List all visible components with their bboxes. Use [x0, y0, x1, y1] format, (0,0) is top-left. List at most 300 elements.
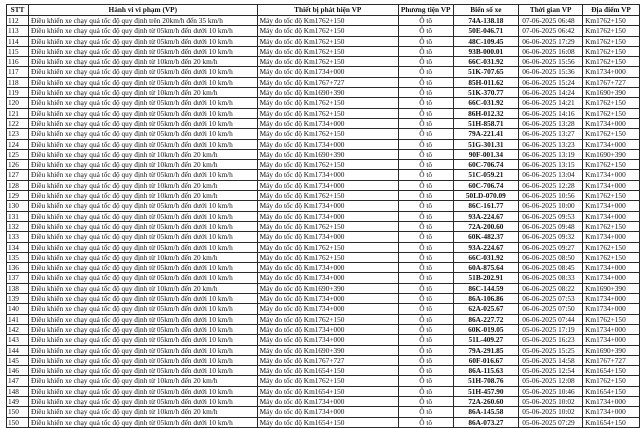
- header-location: Địa điểm VP: [583, 5, 640, 16]
- cell-stt: 138: [7, 283, 29, 293]
- cell-violation: Điều khiển xe chạy quá tốc độ quy định từ 10km/h đến 20 km/h: [28, 149, 257, 159]
- cell-location: Km1734+000: [583, 304, 640, 314]
- cell-location: Km1690+390: [583, 345, 640, 355]
- cell-location: Km1654+150: [583, 366, 640, 376]
- cell-violation: Điều khiển xe chạy quá tốc độ quy định từ 05km/h đến dưới 10 km/h: [28, 129, 257, 139]
- cell-stt: 120: [7, 98, 29, 108]
- cell-time: 05-06-2025 07:29: [519, 417, 583, 427]
- cell-location: Km1767+727: [583, 77, 640, 87]
- cell-plate: 86C-144.59: [453, 283, 519, 293]
- cell-time: 07-06-2025 06:48: [519, 16, 583, 26]
- table-row: [7, 355, 640, 365]
- cell-stt: 126: [7, 160, 29, 170]
- cell-violation: Điều khiển xe chạy quá tốc độ quy định từ 05km/h đến dưới 10 km/h: [28, 77, 257, 87]
- cell-stt: 112: [7, 16, 29, 26]
- cell-device: Máy đo tốc độ Km1762+150: [257, 16, 398, 26]
- cell-vehicle-type: Ô tô: [398, 98, 453, 108]
- table-row: [7, 139, 640, 149]
- cell-device: Máy đo tốc độ Km1762+150: [257, 160, 398, 170]
- cell-location: Km1762+150: [583, 46, 640, 56]
- table-row: [7, 16, 640, 26]
- cell-vehicle-type: Ô tô: [398, 283, 453, 293]
- cell-violation: Điều khiển xe chạy quá tốc độ quy định từ 05km/h đến dưới 10 km/h: [28, 118, 257, 128]
- cell-time: 06-06-2025 08:45: [519, 263, 583, 273]
- cell-device: Máy đo tốc độ Km1654+150: [257, 386, 398, 396]
- cell-time: 06-06-2025 07:44: [519, 314, 583, 324]
- cell-vehicle-type: Ô tô: [398, 67, 453, 77]
- cell-vehicle-type: Ô tô: [398, 242, 453, 252]
- cell-vehicle-type: Ô tô: [398, 118, 453, 128]
- cell-device: Máy đo tốc độ Km1762+150: [257, 129, 398, 139]
- cell-stt: 143: [7, 335, 29, 345]
- cell-device: Máy đo tốc độ Km1734+000: [257, 139, 398, 149]
- cell-time: 06-06-2025 09:32: [519, 232, 583, 242]
- cell-device: Máy đo tốc độ Km1734+000: [257, 170, 398, 180]
- cell-plate: 51B-202.91: [453, 273, 519, 283]
- cell-vehicle-type: Ô tô: [398, 417, 453, 427]
- cell-violation: Điều khiển xe chạy quá tốc độ quy định từ 05km/h đến dưới 10 km/h: [28, 324, 257, 334]
- cell-location: Km1734+000: [583, 211, 640, 221]
- cell-plate: 93A-224.67: [453, 211, 519, 221]
- cell-plate: 66C-031.92: [453, 98, 519, 108]
- cell-stt: 116: [7, 57, 29, 67]
- table-row: [7, 232, 640, 242]
- cell-time: 06-06-2025 09:53: [519, 211, 583, 221]
- cell-device: Máy đo tốc độ Km1734+000: [257, 263, 398, 273]
- table-row: [7, 26, 640, 36]
- cell-stt: 147: [7, 376, 29, 386]
- cell-location: Km1762+150: [583, 98, 640, 108]
- cell-time: 06-06-2025 15:24: [519, 77, 583, 87]
- table-row: [7, 345, 640, 355]
- cell-stt: 141: [7, 314, 29, 324]
- cell-stt: 145: [7, 355, 29, 365]
- cell-location: Km1734+000: [583, 67, 640, 77]
- cell-vehicle-type: Ô tô: [398, 252, 453, 262]
- cell-time: 06-06-2025 09:48: [519, 221, 583, 231]
- cell-violation: Điều khiển xe chạy quá tốc độ quy định từ 05km/h đến dưới 10 km/h: [28, 396, 257, 406]
- cell-vehicle-type: Ô tô: [398, 304, 453, 314]
- cell-device: Máy đo tốc độ Km1734+000: [257, 407, 398, 417]
- cell-vehicle-type: Ô tô: [398, 273, 453, 283]
- cell-stt: 119: [7, 88, 29, 98]
- cell-device: Máy đo tốc độ Km1734+000: [257, 335, 398, 345]
- cell-stt: 130: [7, 201, 29, 211]
- cell-violation: Điều khiển xe chạy quá tốc độ quy định từ 05km/h đến dưới 10 km/h: [28, 242, 257, 252]
- cell-vehicle-type: Ô tô: [398, 211, 453, 221]
- table-row: [7, 46, 640, 56]
- cell-vehicle-type: Ô tô: [398, 139, 453, 149]
- cell-violation: Điều khiển xe chạy quá tốc độ quy định từ 10km/h đến 20 km/h: [28, 191, 257, 201]
- table-row: [7, 273, 640, 283]
- cell-violation: Điều khiển xe chạy quá tốc độ quy định từ 10km/h đến 20 km/h: [28, 160, 257, 170]
- cell-location: Km1762+150: [583, 191, 640, 201]
- header-device: Thiết bị phát hiện VP: [257, 5, 398, 16]
- cell-plate: 51G-301.31: [453, 139, 519, 149]
- cell-time: 05-06-2025 10:46: [519, 386, 583, 396]
- cell-vehicle-type: Ô tô: [398, 16, 453, 26]
- table-row: [7, 314, 640, 324]
- table-row: [7, 180, 640, 190]
- cell-violation: Điều khiển xe chạy quá tốc độ quy định từ 05km/h đến dưới 10 km/h: [28, 273, 257, 283]
- cell-time: 05-06-2025 16:23: [519, 335, 583, 345]
- cell-stt: 127: [7, 170, 29, 180]
- cell-location: Km1734+000: [583, 396, 640, 406]
- cell-plate: 60A-875.64: [453, 263, 519, 273]
- cell-location: Km1734+000: [583, 263, 640, 273]
- cell-location: Km1734+000: [583, 407, 640, 417]
- cell-time: 06-06-2025 13:19: [519, 149, 583, 159]
- table-row: [7, 242, 640, 252]
- cell-vehicle-type: Ô tô: [398, 396, 453, 406]
- cell-stt: 115: [7, 46, 29, 56]
- cell-violation: Điều khiển xe chạy quá tốc độ quy định từ 05km/h đến dưới 10 km/h: [28, 170, 257, 180]
- cell-time: 06-06-2025 17:29: [519, 36, 583, 46]
- cell-stt: 142: [7, 324, 29, 334]
- cell-plate: 60K-482.37: [453, 232, 519, 242]
- table-row: [7, 201, 640, 211]
- cell-time: 06-06-2025 15:56: [519, 57, 583, 67]
- cell-device: Máy đo tốc độ Km1767+727: [257, 355, 398, 365]
- cell-location: Km1734+000: [583, 180, 640, 190]
- cell-vehicle-type: Ô tô: [398, 324, 453, 334]
- cell-plate: 66C-031.92: [453, 57, 519, 67]
- cell-violation: Điều khiển xe chạy quá tốc độ quy định từ 05km/h đến dưới 10 km/h: [28, 314, 257, 324]
- table-row: [7, 366, 640, 376]
- table-row: [7, 57, 640, 67]
- cell-device: Máy đo tốc độ Km1767+727: [257, 77, 398, 87]
- cell-vehicle-type: Ô tô: [398, 263, 453, 273]
- cell-violation: Điều khiển xe chạy quá tốc độ quy định từ 05km/h đến dưới 10 km/h: [28, 263, 257, 273]
- cell-device: Máy đo tốc độ Km1762+150: [257, 314, 398, 324]
- cell-violation: Điều khiển xe chạy quá tốc độ quy định từ 05km/h đến dưới 10 km/h: [28, 201, 257, 211]
- table-row: [7, 88, 640, 98]
- cell-device: Máy đo tốc độ Km1762+150: [257, 36, 398, 46]
- cell-plate: 85H-011.62: [453, 77, 519, 87]
- cell-stt: 144: [7, 345, 29, 355]
- cell-device: Máy đo tốc độ Km1734+000: [257, 396, 398, 406]
- cell-plate: 72A-200.60: [453, 221, 519, 231]
- cell-stt: 129: [7, 191, 29, 201]
- cell-plate: 62A-025.67: [453, 304, 519, 314]
- cell-time: 07-06-2025 06:42: [519, 26, 583, 36]
- cell-device: Máy đo tốc độ Km1762+150: [257, 57, 398, 67]
- table-row: [7, 376, 640, 386]
- cell-plate: 86A-145.58: [453, 407, 519, 417]
- cell-plate: 60C-706.74: [453, 160, 519, 170]
- cell-vehicle-type: Ô tô: [398, 221, 453, 231]
- cell-stt: 139: [7, 294, 29, 304]
- cell-stt: 146: [7, 366, 29, 376]
- table-row: [7, 335, 640, 345]
- cell-device: Máy đo tốc độ Km1762+150: [257, 242, 398, 252]
- cell-time: 06-06-2025 08:33: [519, 273, 583, 283]
- cell-vehicle-type: Ô tô: [398, 314, 453, 324]
- cell-vehicle-type: Ô tô: [398, 407, 453, 417]
- cell-violation: Điều khiển xe chạy quá tốc độ quy định từ 05km/h đến dưới 10 km/h: [28, 67, 257, 77]
- cell-plate: 86H-012.32: [453, 108, 519, 118]
- table-row: [7, 386, 640, 396]
- cell-vehicle-type: Ô tô: [398, 335, 453, 345]
- cell-location: Km1762+150: [583, 16, 640, 26]
- table-row: [7, 417, 640, 427]
- cell-stt: 128: [7, 180, 29, 190]
- cell-device: Máy đo tốc độ Km1762+150: [257, 26, 398, 36]
- cell-location: Km1734+000: [583, 273, 640, 283]
- cell-stt: 135: [7, 252, 29, 262]
- cell-time: 05-06-2025 10:02: [519, 396, 583, 406]
- cell-device: Máy đo tốc độ Km1654+150: [257, 366, 398, 376]
- cell-violation: Điều khiển xe chạy quá tốc độ quy định từ 10km/h đến 20 km/h: [28, 180, 257, 190]
- cell-device: Máy đo tốc độ Km1734+000: [257, 294, 398, 304]
- cell-time: 06-06-2025 09:27: [519, 242, 583, 252]
- table-row: [7, 407, 640, 417]
- cell-location: Km1654+150: [583, 386, 640, 396]
- cell-vehicle-type: Ô tô: [398, 201, 453, 211]
- table-row: [7, 36, 640, 46]
- table-row: [7, 77, 640, 87]
- cell-stt: 148: [7, 386, 29, 396]
- cell-vehicle-type: Ô tô: [398, 294, 453, 304]
- cell-violation: Điều khiển xe chạy quá tốc độ quy định từ 05km/h đến dưới 10 km/h: [28, 108, 257, 118]
- cell-violation: Điều khiển xe chạy quá tốc độ quy định từ 05km/h đến dưới 10 km/h: [28, 232, 257, 242]
- cell-time: 05-06-2025 17:19: [519, 324, 583, 334]
- cell-location: Km1690+390: [583, 149, 640, 159]
- cell-time: 06-06-2025 12:28: [519, 180, 583, 190]
- table-row: [7, 98, 640, 108]
- cell-plate: 51L-409.27: [453, 335, 519, 345]
- cell-location: Km1762+150: [583, 108, 640, 118]
- cell-stt: 123: [7, 129, 29, 139]
- cell-location: Km1762+150: [583, 129, 640, 139]
- cell-violation: Điều khiển xe chạy quá tốc độ quy định từ 05km/h đến dưới 10 km/h: [28, 366, 257, 376]
- cell-violation: Điều khiển xe chạy quá tốc độ quy định từ 05km/h đến dưới 10 km/h: [28, 355, 257, 365]
- cell-time: 06-06-2025 10:56: [519, 191, 583, 201]
- table-row: [7, 67, 640, 77]
- table-row: [7, 191, 640, 201]
- cell-vehicle-type: Ô tô: [398, 77, 453, 87]
- cell-location: Km1762+150: [583, 376, 640, 386]
- cell-location: Km1762+150: [583, 36, 640, 46]
- table-row: [7, 283, 640, 293]
- cell-plate: 93A-224.67: [453, 242, 519, 252]
- cell-violation: Điều khiển xe chạy quá tốc độ quy định từ 05km/h đến dưới 10 km/h: [28, 211, 257, 221]
- cell-location: Km1762+150: [583, 57, 640, 67]
- cell-plate: 51C-059.21: [453, 170, 519, 180]
- cell-device: Máy đo tốc độ Km1690+390: [257, 283, 398, 293]
- cell-plate: 93B-000.01: [453, 46, 519, 56]
- cell-plate: 48C-109.45: [453, 36, 519, 46]
- cell-plate: 74A-138.18: [453, 16, 519, 26]
- cell-plate: 86A-227.72: [453, 314, 519, 324]
- cell-plate: 51H-457.90: [453, 386, 519, 396]
- cell-time: 06-06-2025 14:16: [519, 108, 583, 118]
- cell-location: Km1762+150: [583, 252, 640, 262]
- cell-vehicle-type: Ô tô: [398, 232, 453, 242]
- cell-violation: Điều khiển xe chạy quá tốc độ quy định từ 10km/h đến 20 km/h: [28, 376, 257, 386]
- cell-vehicle-type: Ô tô: [398, 108, 453, 118]
- cell-time: 05-06-2025 12:54: [519, 366, 583, 376]
- violations-table: [6, 4, 640, 428]
- header-row: [7, 5, 640, 16]
- cell-time: 06-06-2025 14:24: [519, 88, 583, 98]
- cell-plate: 51H-708.76: [453, 376, 519, 386]
- cell-violation: Điều khiển xe chạy quá tốc độ quy định từ 05km/h đến dưới 10 km/h: [28, 221, 257, 231]
- cell-vehicle-type: Ô tô: [398, 149, 453, 159]
- cell-location: Km1690+390: [583, 88, 640, 98]
- cell-stt: 131: [7, 211, 29, 221]
- cell-plate: 60K-019.05: [453, 324, 519, 334]
- cell-stt: 114: [7, 36, 29, 46]
- cell-violation: Điều khiển xe chạy quá tốc độ quy định từ 05km/h đến dưới 10 km/h: [28, 98, 257, 108]
- cell-time: 06-06-2025 10:00: [519, 201, 583, 211]
- cell-time: 06-06-2025 15:36: [519, 67, 583, 77]
- cell-plate: 90F-001.34: [453, 149, 519, 159]
- cell-plate: 86A-073.27: [453, 417, 519, 427]
- cell-stt: 149: [7, 396, 29, 406]
- cell-device: Máy đo tốc độ Km1762+150: [257, 46, 398, 56]
- cell-device: Máy đo tốc độ Km1734+000: [257, 180, 398, 190]
- cell-location: Km1734+000: [583, 118, 640, 128]
- header-time: Thời gian VP: [519, 5, 583, 16]
- table-row: [7, 263, 640, 273]
- cell-device: Máy đo tốc độ Km1734+000: [257, 67, 398, 77]
- cell-location: Km1734+000: [583, 139, 640, 149]
- cell-device: Máy đo tốc độ Km1734+000: [257, 304, 398, 314]
- cell-device: Máy đo tốc độ Km1762+150: [257, 252, 398, 262]
- cell-vehicle-type: Ô tô: [398, 376, 453, 386]
- cell-stt: 121: [7, 108, 29, 118]
- cell-location: Km1734+000: [583, 294, 640, 304]
- cell-location: Km1734+000: [583, 232, 640, 242]
- cell-time: 06-06-2025 08:50: [519, 252, 583, 262]
- header-violation: Hành vi vi phạm (VP): [28, 5, 257, 16]
- cell-vehicle-type: Ô tô: [398, 191, 453, 201]
- cell-violation: Điều khiển xe chạy quá tốc độ quy định từ 05km/h đến dưới 10 km/h: [28, 304, 257, 314]
- cell-violation: Điều khiển xe chạy quá tốc độ quy định từ 05km/h đến dưới 10 km/h: [28, 345, 257, 355]
- cell-device: Máy đo tốc độ Km1734+000: [257, 201, 398, 211]
- table-row: [7, 221, 640, 231]
- cell-plate: 50LD-070.09: [453, 191, 519, 201]
- cell-violation: Điều khiển xe chạy quá tốc độ quy định từ 10km/h đến 20 km/h: [28, 283, 257, 293]
- cell-vehicle-type: Ô tô: [398, 180, 453, 190]
- table-row: [7, 304, 640, 314]
- cell-vehicle-type: Ô tô: [398, 345, 453, 355]
- cell-time: 05-06-2025 14:58: [519, 355, 583, 365]
- cell-plate: 86A-106.86: [453, 294, 519, 304]
- cell-device: Máy đo tốc độ Km1734+000: [257, 324, 398, 334]
- cell-plate: 51H-858.71: [453, 118, 519, 128]
- cell-plate: 50E-046.71: [453, 26, 519, 36]
- cell-location: Km1767+727: [583, 355, 640, 365]
- cell-device: Máy đo tốc độ Km1734+000: [257, 118, 398, 128]
- cell-time: 06-06-2025 08:22: [519, 283, 583, 293]
- cell-stt: 150: [7, 407, 29, 417]
- cell-vehicle-type: Ô tô: [398, 26, 453, 36]
- cell-stt: 150: [7, 417, 29, 427]
- cell-violation: Điều khiển xe chạy quá tốc độ quy định trên 20km/h đến 35 km/h: [28, 16, 257, 26]
- cell-stt: 124: [7, 139, 29, 149]
- cell-device: Máy đo tốc độ Km1734+000: [257, 211, 398, 221]
- cell-violation: Điều khiển xe chạy quá tốc độ quy định từ 05km/h đến dưới 10 km/h: [28, 26, 257, 36]
- cell-time: 06-06-2025 13:15: [519, 160, 583, 170]
- cell-vehicle-type: Ô tô: [398, 88, 453, 98]
- cell-violation: Điều khiển xe chạy quá tốc độ quy định từ 10km/h đến 20 km/h: [28, 57, 257, 67]
- cell-stt: 136: [7, 263, 29, 273]
- cell-stt: 140: [7, 304, 29, 314]
- cell-plate: 60F-016.67: [453, 355, 519, 365]
- table-row: [7, 108, 640, 118]
- cell-violation: Điều khiển xe chạy quá tốc độ quy định từ 10km/h đến 20 km/h: [28, 407, 257, 417]
- cell-violation: Điều khiển xe chạy quá tốc độ quy định từ 05km/h đến dưới 10 km/h: [28, 417, 257, 427]
- cell-stt: 134: [7, 242, 29, 252]
- cell-vehicle-type: Ô tô: [398, 129, 453, 139]
- cell-device: Máy đo tốc độ Km1690+390: [257, 345, 398, 355]
- cell-location: Km1762+150: [583, 314, 640, 324]
- cell-violation: Điều khiển xe chạy quá tốc độ quy định từ 05km/h đến dưới 10 km/h: [28, 335, 257, 345]
- cell-device: Máy đo tốc độ Km1762+150: [257, 108, 398, 118]
- cell-location: Km1762+150: [583, 26, 640, 36]
- cell-time: 06-06-2025 07:53: [519, 294, 583, 304]
- table-row: [7, 118, 640, 128]
- cell-vehicle-type: Ô tô: [398, 46, 453, 56]
- cell-time: 06-06-2025 14:21: [519, 98, 583, 108]
- cell-vehicle-type: Ô tô: [398, 36, 453, 46]
- cell-time: 06-06-2025 13:27: [519, 129, 583, 139]
- cell-time: 06-06-2025 13:04: [519, 170, 583, 180]
- cell-plate: 79A-291.85: [453, 345, 519, 355]
- cell-stt: 118: [7, 77, 29, 87]
- header-vehicle-type: Phương tiện VP: [398, 5, 453, 16]
- cell-device: Máy đo tốc độ Km1762+150: [257, 98, 398, 108]
- cell-stt: 132: [7, 221, 29, 231]
- table-row: [7, 211, 640, 221]
- header-stt: STT: [7, 5, 29, 16]
- cell-stt: 113: [7, 26, 29, 36]
- cell-location: Km1734+000: [583, 324, 640, 334]
- cell-stt: 133: [7, 232, 29, 242]
- cell-location: Km1762+150: [583, 160, 640, 170]
- table-row: [7, 324, 640, 334]
- cell-location: Km1690+390: [583, 283, 640, 293]
- cell-stt: 137: [7, 273, 29, 283]
- cell-vehicle-type: Ô tô: [398, 386, 453, 396]
- table-row: [7, 170, 640, 180]
- cell-violation: Điều khiển xe chạy quá tốc độ quy định từ 10km/h đến 20 km/h: [28, 252, 257, 262]
- cell-vehicle-type: Ô tô: [398, 160, 453, 170]
- table-row: [7, 294, 640, 304]
- cell-stt: 117: [7, 67, 29, 77]
- cell-device: Máy đo tốc độ Km1734+000: [257, 273, 398, 283]
- cell-plate: 79A-221.41: [453, 129, 519, 139]
- cell-device: Máy đo tốc độ Km1690+390: [257, 149, 398, 159]
- cell-vehicle-type: Ô tô: [398, 355, 453, 365]
- cell-stt: 125: [7, 149, 29, 159]
- cell-location: Km1762+150: [583, 221, 640, 231]
- cell-location: Km1734+000: [583, 201, 640, 211]
- cell-location: Km1734+000: [583, 170, 640, 180]
- cell-location: Km1734+000: [583, 335, 640, 345]
- cell-vehicle-type: Ô tô: [398, 366, 453, 376]
- table-row: [7, 252, 640, 262]
- cell-time: 05-06-2025 15:25: [519, 345, 583, 355]
- cell-device: Máy đo tốc độ Km1734+000: [257, 232, 398, 242]
- cell-time: 06-06-2025 16:08: [519, 46, 583, 56]
- table-row: [7, 129, 640, 139]
- cell-plate: 72A-260.60: [453, 396, 519, 406]
- cell-device: Máy đo tốc độ Km1654+150: [257, 417, 398, 427]
- cell-violation: Điều khiển xe chạy quá tốc độ quy định từ 05km/h đến dưới 10 km/h: [28, 36, 257, 46]
